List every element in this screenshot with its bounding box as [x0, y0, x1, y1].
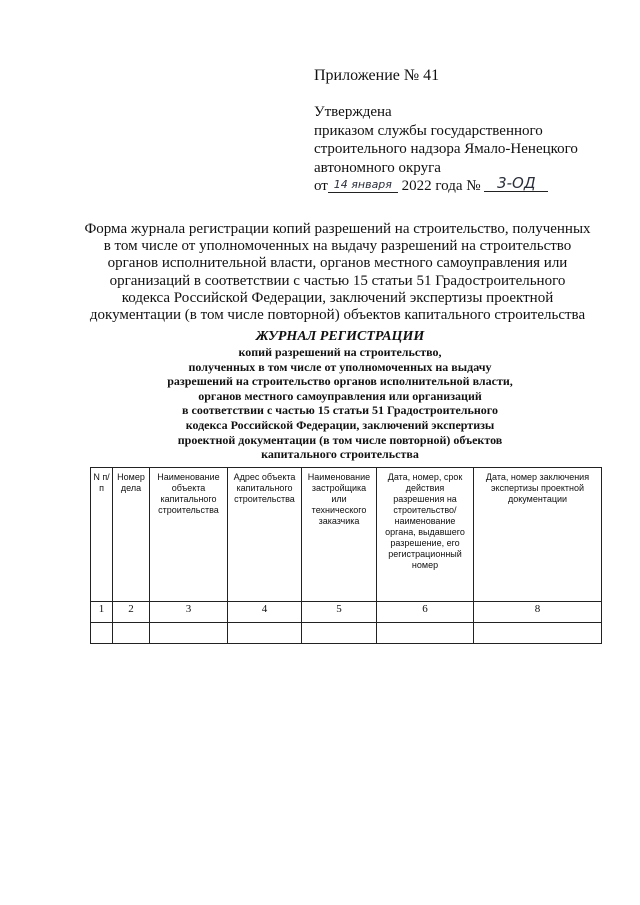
- form-description-line: организаций в соответствии с частью 15 статьи 51 Градостроительного: [109, 272, 566, 289]
- table-header-row: [91, 468, 602, 602]
- order-date-line: [314, 174, 614, 196]
- table-header-cell: Дата, номер, срок действия разрешения на строительство/ наименование органа, выдавшего разрешение, его регистрационный номер: [377, 468, 474, 602]
- column-number-cell: 3: [150, 602, 228, 623]
- approval-line: приказом службы государственного: [314, 122, 543, 139]
- form-description: [70, 221, 605, 324]
- empty-table-row: [91, 623, 602, 644]
- date-year: 2022 года №: [401, 178, 481, 194]
- column-number-cell: 6: [377, 602, 474, 623]
- journal-subtitle-line: капитального строительства: [261, 447, 419, 462]
- form-description-line: органов исполнительной власти, органов местного самоуправления или: [107, 255, 568, 272]
- form-description-line: в том числе от уполномоченных на выдачу разрешений на строительство: [103, 238, 572, 255]
- empty-cell: [474, 623, 602, 644]
- approval-line: строительного надзора Ямало-Ненецкого: [314, 141, 578, 157]
- date-prefix: от: [314, 178, 328, 194]
- journal-subtitle-line: полученных в том числе от уполномоченных на выдачу: [188, 359, 492, 374]
- journal-subtitle-line: кодекса Российской Федерации, заключений экспертизы: [185, 417, 495, 432]
- column-number-cell: 8: [474, 602, 602, 623]
- empty-cell: [228, 623, 302, 644]
- column-number-cell: 4: [228, 602, 302, 623]
- journal-heading: [140, 328, 540, 462]
- approval-block: [314, 103, 614, 196]
- journal-subtitle-line: разрешений на строительство органов исполнительной власти,: [167, 374, 513, 389]
- table-header-cell: Наименование застройщика или технического заказчика: [302, 468, 377, 602]
- table-header-cell: Наименование объекта капитального строительства: [150, 468, 228, 602]
- appendix-number: Приложение № 41: [314, 67, 440, 84]
- empty-cell: [302, 623, 377, 644]
- journal-title: ЖУРНАЛ РЕГИСТРАЦИИ: [255, 329, 425, 344]
- empty-cell: [113, 623, 150, 644]
- column-number-row: [91, 602, 602, 623]
- handwritten-order-number: 3-ОД: [484, 175, 548, 192]
- journal-subtitle-line: в соответствии с частью 15 статьи 51 Градостроительного: [182, 403, 498, 418]
- handwritten-date: 14 января: [328, 178, 398, 193]
- column-number-cell: 1: [91, 602, 113, 623]
- form-description-line: кодекса Российской Федерации, заключений экспертизы проектной: [121, 289, 554, 306]
- table-header-cell: Адрес объекта капитального строительства: [228, 468, 302, 602]
- registration-table: [90, 467, 601, 644]
- table-header-cell: N п/п: [91, 468, 113, 602]
- column-number-cell: 5: [302, 602, 377, 623]
- table-header-cell: Дата, номер заключения экспертизы проектной документации: [474, 468, 602, 602]
- empty-cell: [377, 623, 474, 644]
- table-header-cell: Номер дела: [113, 468, 150, 602]
- journal-subtitle-line: органов местного самоуправления или организаций: [198, 388, 482, 403]
- column-number-cell: 2: [113, 602, 150, 623]
- empty-cell: [150, 623, 228, 644]
- approval-line: Утверждена: [314, 104, 392, 120]
- approval-line: автономного округа: [314, 159, 441, 176]
- form-description-line: документации (в том числе повторной) объектов капитального строительства: [89, 307, 586, 324]
- empty-cell: [91, 623, 113, 644]
- form-description-line: Форма журнала регистрации копий разрешений на строительство, полученных: [84, 221, 591, 237]
- journal-subtitle-line: проектной документации (в том числе повторной) объектов: [177, 432, 503, 447]
- journal-subtitle-line: копий разрешений на строительство,: [238, 345, 442, 359]
